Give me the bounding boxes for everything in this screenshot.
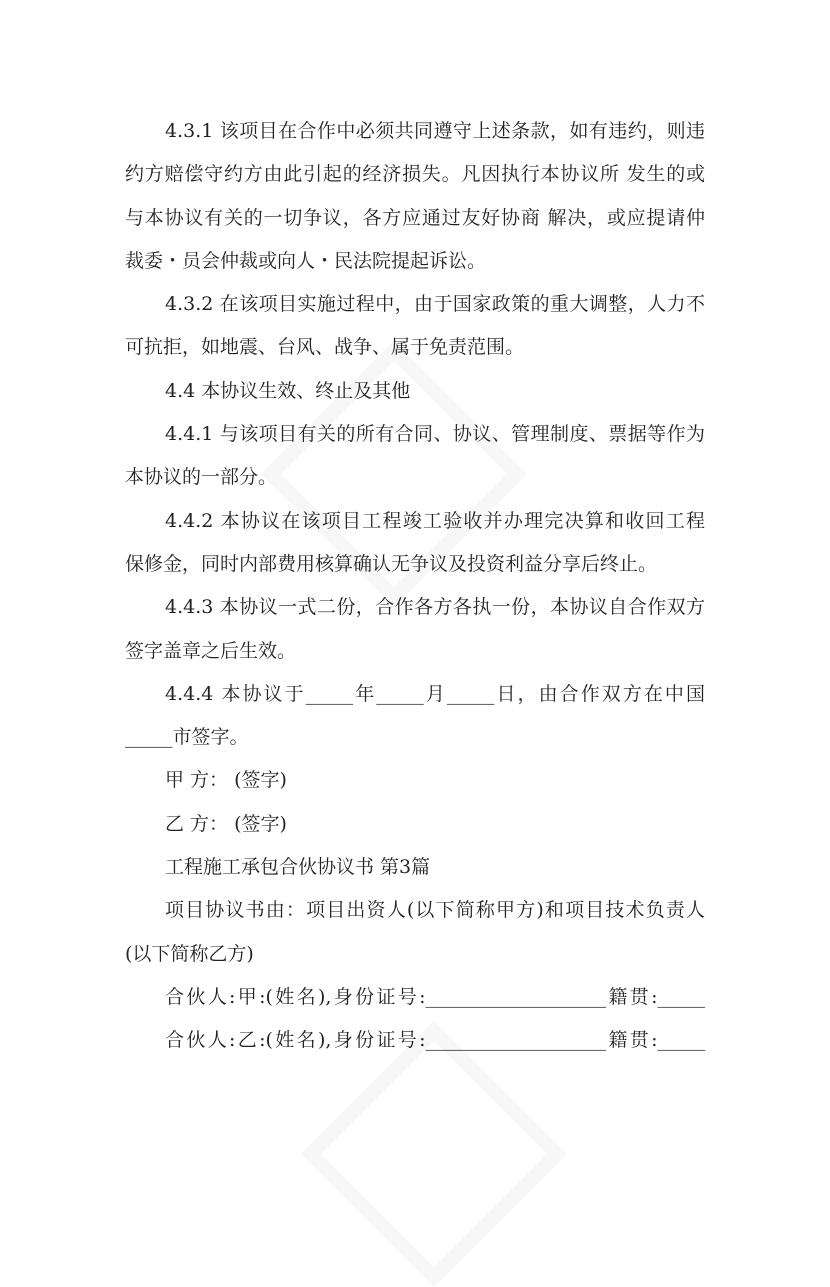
section-4-4-heading: 4.4 本协议生效、终止及其他 (165, 379, 411, 402)
clause-4-4-1-line: 本协议的一部分。 (125, 466, 278, 489)
clause-4-4-3-line: 签字盖章之后生效。 (125, 639, 297, 662)
partner-b-line: 合伙人:乙:(姓名),身份证号:___________________籍贯:_____ (165, 1029, 705, 1052)
partner-a-line: 合伙人:甲:(姓名),身份证号:___________________籍贯:_____ (165, 985, 705, 1008)
clause-4-3-1-line: 与本协议有关的一切争议，各方应通过友好协商 解决，或应提请仲 (125, 206, 705, 229)
intro-line: (以下简称乙方) (125, 942, 254, 965)
clause-4-4-4-line: _____市签字。 (125, 726, 249, 749)
clause-4-3-1-line: 4.3.1 该项目在合作中必须共同遵守上述条款，如有违约，则违 (165, 120, 705, 142)
document-page (125, 110, 705, 1063)
clause-4-3-1-line: 裁委・员会仲裁或向人・民法院提起诉讼。 (125, 249, 487, 272)
clause-4-4-2-line: 4.4.2 本协议在该项目工程竣工验收并办理完决算和收回工程 (165, 509, 705, 532)
clause-4-3-1-line: 约方赔偿守约方由此引起的经济损失。凡因执行本协议所 发生的或 (125, 163, 705, 186)
party-b-signature: 乙 方： (签字) (165, 812, 287, 835)
clause-4-4-1-line: 4.4.1 与该项目有关的所有合同、协议、管理制度、票据等作为 (165, 423, 705, 446)
clause-4-3-2-line: 4.3.2 在该项目实施过程中，由于国家政策的重大调整，人力不 (165, 293, 705, 316)
clause-4-4-4-line: 4.4.4 本协议于_____年_____月_____日，由合作双方在中国 (165, 682, 705, 705)
clause-4-3-2-line: 可抗拒，如地震、台风、战争、属于免责范围。 (125, 336, 525, 359)
party-a-signature: 甲 方： (签字) (165, 769, 287, 792)
clause-4-4-3-line: 4.4.3 本协议一式二份，合作各方各执一份，本协议自合作双方 (165, 596, 705, 619)
intro-line: 项目协议书由：项目出资人(以下简称甲方)和项目技术负责人 (165, 899, 705, 922)
clause-4-4-2-line: 保修金，同时内部费用核算确认无争议及投资利益分享后终止。 (125, 552, 658, 575)
section-title: 工程施工承包合伙协议书 第3篇 (165, 856, 431, 879)
